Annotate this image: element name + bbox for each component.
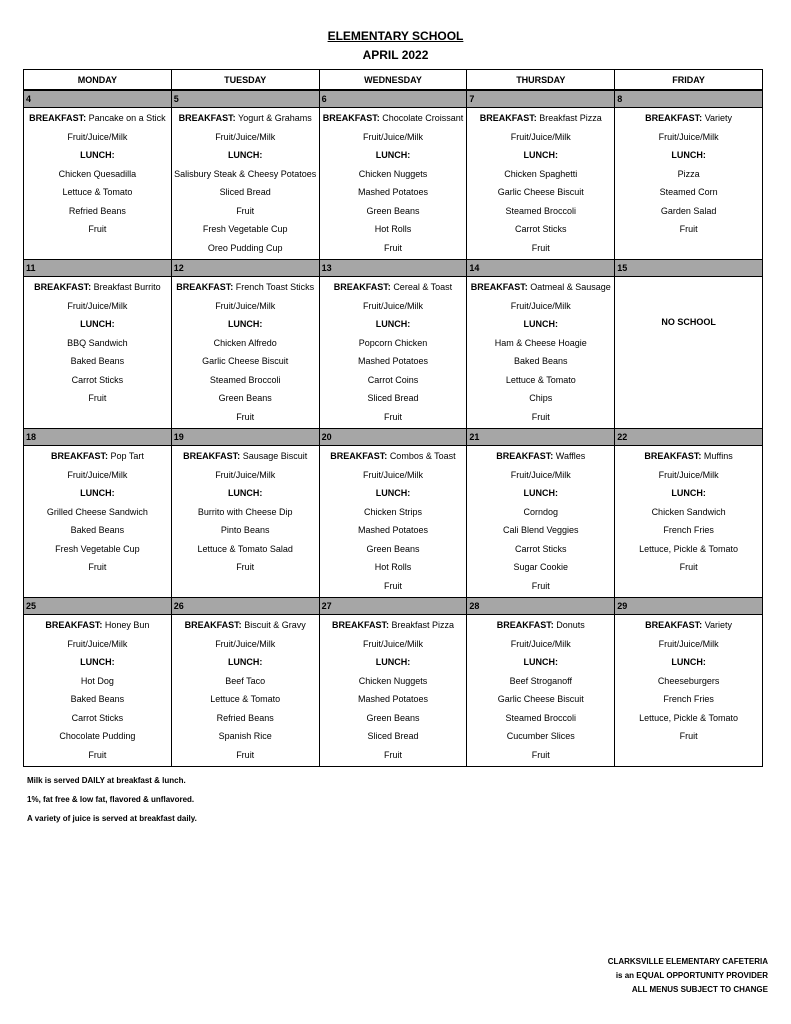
breakfast-label: BREAKFAST: bbox=[330, 451, 388, 461]
menu-item: Fruit bbox=[236, 411, 255, 422]
breakfast-label: BREAKFAST: bbox=[644, 451, 702, 461]
breakfast-item: Breakfast Pizza bbox=[391, 620, 455, 630]
weekday-header: WEDNESDAY bbox=[319, 70, 467, 91]
menu-item: Fruit bbox=[383, 411, 402, 422]
breakfast-item: Combos & Toast bbox=[389, 451, 456, 461]
date-row bbox=[24, 260, 763, 277]
breakfast-item: Biscuit & Gravy bbox=[244, 620, 306, 630]
menu-item: Hot Rolls bbox=[374, 562, 412, 572]
lunch-label: LUNCH: bbox=[375, 319, 411, 329]
day-menu-cell bbox=[24, 446, 172, 598]
day-menu-cell bbox=[24, 615, 172, 767]
menu-item: Cali Blend Veggies bbox=[503, 525, 579, 535]
weekday-header: FRIDAY bbox=[615, 70, 763, 91]
date-row bbox=[24, 598, 763, 615]
breakfast-line bbox=[320, 616, 467, 635]
menu-item: Chicken Nuggets bbox=[358, 168, 428, 179]
menu-item: Chips bbox=[529, 393, 553, 403]
weekday-header-row bbox=[24, 70, 763, 91]
menu-item: Popcorn Chicken bbox=[358, 337, 428, 348]
day-menu-cell bbox=[467, 615, 615, 767]
breakfast-label: BREAKFAST: bbox=[183, 451, 241, 461]
date-cell: 20 bbox=[319, 429, 467, 446]
breakfast-item: Donuts bbox=[556, 620, 585, 630]
weekday-header: TUESDAY bbox=[171, 70, 319, 91]
lunch-label: LUNCH: bbox=[80, 319, 115, 329]
menu-item: Hot Rolls bbox=[374, 224, 412, 234]
menu-item: BBQ Sandwich bbox=[67, 337, 128, 348]
breakfast-item: Yogurt & Grahams bbox=[238, 113, 312, 123]
menu-item: Fruit/Juice/Milk bbox=[510, 300, 571, 311]
breakfast-item: French Toast Sticks bbox=[235, 282, 315, 292]
lunch-label: LUNCH: bbox=[375, 150, 411, 160]
breakfast-line bbox=[467, 278, 614, 297]
menu-item: Fruit bbox=[88, 224, 107, 234]
date-cell: 29 bbox=[615, 598, 763, 615]
menu-item: Sliced Bread bbox=[367, 393, 419, 403]
breakfast-line bbox=[172, 616, 319, 635]
breakfast-line bbox=[467, 109, 614, 128]
breakfast-line bbox=[320, 109, 467, 128]
menu-item: Fruit/Juice/Milk bbox=[215, 638, 276, 649]
no-school-label: NO SCHOOL bbox=[661, 317, 716, 327]
breakfast-line bbox=[615, 616, 762, 635]
breakfast-item: Cereal & Toast bbox=[393, 282, 453, 292]
menu-item: Fresh Vegetable Cup bbox=[202, 224, 288, 234]
day-menu-cell bbox=[467, 108, 615, 260]
menu-item: Fruit bbox=[531, 580, 550, 591]
menu-item: Pizza bbox=[677, 168, 700, 179]
footer-line: is an EQUAL OPPORTUNITY PROVIDER bbox=[615, 971, 768, 980]
breakfast-line bbox=[172, 447, 319, 466]
breakfast-line bbox=[615, 109, 762, 128]
date-cell: 12 bbox=[171, 260, 319, 277]
footer-line: CLARKSVILLE ELEMENTARY CAFETERIA bbox=[607, 957, 768, 966]
menu-item: Garlic Cheese Biscuit bbox=[497, 187, 584, 197]
menu-item: Green Beans bbox=[366, 543, 420, 554]
menu-item: Chicken Alfredo bbox=[213, 337, 277, 348]
lunch-label: LUNCH: bbox=[80, 150, 115, 160]
date-cell: 25 bbox=[24, 598, 172, 615]
lunch-label: LUNCH: bbox=[227, 319, 263, 329]
menu-item: Beef Stroganoff bbox=[509, 675, 572, 686]
date-cell: 8 bbox=[615, 90, 763, 108]
menu-item: Lettuce, Pickle & Tomato bbox=[639, 712, 739, 723]
lunch-label: LUNCH: bbox=[671, 488, 706, 498]
menu-item: Fruit/Juice/Milk bbox=[362, 469, 423, 480]
day-menu-cell bbox=[24, 277, 172, 429]
menu-item: Spanish Rice bbox=[218, 731, 272, 741]
breakfast-line bbox=[24, 109, 171, 128]
menu-item: Ham & Cheese Hoagie bbox=[494, 337, 587, 348]
menu-item: Fruit bbox=[531, 242, 550, 253]
breakfast-line bbox=[467, 616, 614, 635]
menu-item: Fruit/Juice/Milk bbox=[362, 300, 423, 311]
menu-item: Baked Beans bbox=[70, 525, 125, 535]
breakfast-item: Pop Tart bbox=[110, 451, 144, 461]
date-cell: 6 bbox=[319, 90, 467, 108]
note-line: 1%, fat free & low fat, flavored & unflavored. bbox=[27, 795, 195, 804]
menu-item: Fruit/Juice/Milk bbox=[658, 131, 719, 142]
breakfast-label: BREAKFAST: bbox=[34, 282, 92, 292]
date-cell: 14 bbox=[467, 260, 615, 277]
lunch-label: LUNCH: bbox=[523, 657, 559, 667]
breakfast-line bbox=[615, 447, 762, 466]
lunch-label: LUNCH: bbox=[523, 488, 559, 498]
milk-notes bbox=[27, 775, 197, 832]
menu-item: Chocolate Pudding bbox=[59, 731, 136, 741]
menu-item: Fruit bbox=[531, 411, 550, 422]
footer-line: ALL MENUS SUBJECT TO CHANGE bbox=[631, 985, 768, 994]
breakfast-label: BREAKFAST: bbox=[333, 282, 391, 292]
date-cell: 11 bbox=[24, 260, 172, 277]
date-cell: 26 bbox=[171, 598, 319, 615]
menu-item: Green Beans bbox=[366, 712, 420, 723]
breakfast-line bbox=[467, 447, 614, 466]
menu-item: Fruit/Juice/Milk bbox=[510, 638, 571, 649]
menu-item: Chicken Sandwich bbox=[651, 506, 726, 517]
date-cell: 21 bbox=[467, 429, 615, 446]
lunch-label: LUNCH: bbox=[375, 657, 411, 667]
menu-item: Cucumber Slices bbox=[506, 731, 575, 741]
menu-item: Chicken Quesadilla bbox=[58, 168, 137, 179]
school-title: ELEMENTARY SCHOOL bbox=[327, 29, 464, 43]
menu-item: Fruit/Juice/Milk bbox=[215, 300, 276, 311]
menu-item: Chicken Spaghetti bbox=[504, 168, 578, 179]
day-menu-cell bbox=[171, 446, 319, 598]
breakfast-label: BREAKFAST: bbox=[29, 113, 87, 123]
menu-item: Fruit bbox=[679, 224, 698, 234]
menu-item: Mashed Potatoes bbox=[357, 525, 429, 535]
date-cell: 13 bbox=[319, 260, 467, 277]
menu-item: Lettuce & Tomato Salad bbox=[197, 543, 293, 554]
note-line: A variety of juice is served at breakfast daily. bbox=[27, 814, 197, 823]
menu-item: Green Beans bbox=[218, 393, 272, 403]
menu-item: Fruit/Juice/Milk bbox=[510, 469, 571, 480]
menu-item: Salisbury Steak & Cheesy Potatoes bbox=[174, 168, 317, 179]
breakfast-item: Breakfast Pizza bbox=[539, 113, 602, 123]
menu-item: Fruit/Juice/Milk bbox=[67, 638, 128, 649]
menu-item: French Fries bbox=[663, 694, 714, 704]
breakfast-label: BREAKFAST: bbox=[331, 620, 389, 630]
menu-item: Fresh Vegetable Cup bbox=[55, 543, 140, 554]
menu-item: Fruit bbox=[88, 562, 107, 572]
breakfast-label: BREAKFAST: bbox=[496, 451, 554, 461]
menu-item: Baked Beans bbox=[70, 694, 125, 704]
menu-item: Chicken Strips bbox=[363, 506, 422, 517]
menu-item: Mashed Potatoes bbox=[357, 356, 429, 366]
menu-item: Fruit bbox=[236, 562, 255, 572]
menu-item: Pinto Beans bbox=[220, 525, 270, 535]
menu-item: Fruit/Juice/Milk bbox=[67, 469, 128, 480]
menu-item: Fruit bbox=[88, 393, 107, 403]
menu-item: Carrot Sticks bbox=[515, 224, 567, 234]
menu-item: Steamed Broccoli bbox=[505, 712, 577, 723]
menu-item: Oreo Pudding Cup bbox=[207, 242, 283, 253]
menu-item: Mashed Potatoes bbox=[357, 187, 429, 197]
date-cell: 28 bbox=[467, 598, 615, 615]
date-cell: 18 bbox=[24, 429, 172, 446]
menu-item: Fruit/Juice/Milk bbox=[362, 131, 423, 142]
menu-item: Fruit bbox=[236, 749, 255, 760]
date-cell: 22 bbox=[615, 429, 763, 446]
menu-item: Corndog bbox=[523, 506, 559, 517]
breakfast-label: BREAKFAST: bbox=[470, 282, 528, 292]
menu-item: Fruit/Juice/Milk bbox=[215, 469, 276, 480]
day-menu-cell bbox=[615, 108, 763, 260]
menu-item: Baked Beans bbox=[70, 356, 125, 366]
menu-item: Garlic Cheese Biscuit bbox=[497, 694, 584, 704]
date-row bbox=[24, 90, 763, 108]
date-cell: 19 bbox=[171, 429, 319, 446]
menu-item: Hot Dog bbox=[80, 675, 114, 686]
breakfast-line bbox=[24, 616, 171, 635]
day-menu-cell bbox=[319, 446, 467, 598]
menu-item: Mashed Potatoes bbox=[357, 694, 429, 704]
weekday-header: THURSDAY bbox=[467, 70, 615, 91]
date-cell: 15 bbox=[615, 260, 763, 277]
lunch-label: LUNCH: bbox=[227, 657, 263, 667]
menu-item: Fruit bbox=[88, 749, 107, 760]
breakfast-item: Sausage Biscuit bbox=[242, 451, 308, 461]
date-cell: 7 bbox=[467, 90, 615, 108]
note-line: Milk is served DAILY at breakfast & lunch. bbox=[27, 776, 186, 785]
lunch-label: LUNCH: bbox=[375, 488, 411, 498]
menu-item: Carrot Sticks bbox=[71, 374, 124, 385]
menu-item: Garlic Cheese Biscuit bbox=[202, 356, 289, 366]
day-menu-cell bbox=[171, 615, 319, 767]
breakfast-label: BREAKFAST: bbox=[50, 451, 108, 461]
breakfast-item: Breakfast Burrito bbox=[93, 282, 161, 292]
day-menu-cell bbox=[615, 446, 763, 598]
menu-item: Fruit/Juice/Milk bbox=[215, 131, 276, 142]
menu-item: Steamed Corn bbox=[659, 187, 718, 197]
menu-item: Sliced Bread bbox=[367, 731, 419, 741]
menu-item: Carrot Coins bbox=[367, 374, 419, 385]
lunch-label: LUNCH: bbox=[80, 657, 115, 667]
menu-row bbox=[24, 108, 763, 260]
menu-item: Chicken Nuggets bbox=[358, 675, 428, 686]
breakfast-label: BREAKFAST: bbox=[184, 620, 242, 630]
breakfast-item: Chocolate Croissant bbox=[382, 113, 464, 123]
date-row bbox=[24, 429, 763, 446]
breakfast-label: BREAKFAST: bbox=[645, 113, 703, 123]
breakfast-label: BREAKFAST: bbox=[45, 620, 103, 630]
cafeteria-footer bbox=[608, 955, 768, 997]
menu-item: Fruit bbox=[383, 580, 402, 591]
date-cell: 4 bbox=[24, 90, 172, 108]
menu-item: Steamed Broccoli bbox=[209, 374, 281, 385]
menu-row bbox=[24, 446, 763, 598]
menu-item: Fruit/Juice/Milk bbox=[510, 131, 571, 142]
menu-item: Fruit/Juice/Milk bbox=[658, 638, 719, 649]
menu-item: Carrot Sticks bbox=[515, 543, 567, 554]
day-menu-cell bbox=[171, 277, 319, 429]
menu-item: Green Beans bbox=[366, 205, 420, 216]
lunch-label: LUNCH: bbox=[80, 488, 115, 498]
menu-item: Fruit bbox=[383, 242, 402, 253]
menu-item: Lettuce, Pickle & Tomato bbox=[639, 543, 739, 554]
day-menu-cell bbox=[319, 108, 467, 260]
menu-item: Carrot Sticks bbox=[71, 712, 124, 723]
day-menu-cell bbox=[467, 446, 615, 598]
menu-row bbox=[24, 615, 763, 767]
lunch-label: LUNCH: bbox=[523, 150, 559, 160]
day-menu-cell bbox=[319, 615, 467, 767]
menu-item: Fruit/Juice/Milk bbox=[67, 131, 128, 142]
weekday-header: MONDAY bbox=[24, 70, 172, 91]
breakfast-label: BREAKFAST: bbox=[479, 113, 537, 123]
menu-item: Fruit bbox=[679, 562, 698, 572]
lunch-label: LUNCH: bbox=[523, 319, 559, 329]
menu-item: Fruit/Juice/Milk bbox=[67, 300, 128, 311]
breakfast-item: Pancake on a Stick bbox=[88, 113, 166, 123]
breakfast-item: Variety bbox=[704, 620, 733, 630]
menu-item: Beef Taco bbox=[225, 675, 266, 686]
menu-item: Fruit bbox=[679, 731, 698, 741]
menu-item: Fruit bbox=[531, 749, 550, 760]
menu-item: Cheeseburgers bbox=[657, 675, 720, 686]
menu-item: Refried Beans bbox=[216, 712, 274, 723]
day-menu-cell bbox=[467, 277, 615, 429]
breakfast-line bbox=[320, 447, 467, 466]
day-menu-cell bbox=[24, 108, 172, 260]
breakfast-item: Muffins bbox=[703, 451, 733, 461]
menu-item: Baked Beans bbox=[514, 356, 568, 366]
menu-item: Fruit/Juice/Milk bbox=[362, 638, 423, 649]
menu-item: Lettuce & Tomato bbox=[505, 374, 576, 385]
menu-item: French Fries bbox=[663, 525, 714, 535]
breakfast-label: BREAKFAST: bbox=[322, 113, 380, 123]
date-cell: 5 bbox=[171, 90, 319, 108]
menu-body bbox=[24, 90, 763, 767]
menu-item: Refried Beans bbox=[68, 205, 126, 216]
menu-item: Sliced Bread bbox=[219, 187, 271, 197]
menu-calendar bbox=[23, 69, 763, 767]
breakfast-line bbox=[24, 278, 171, 297]
menu-item: Steamed Broccoli bbox=[505, 205, 577, 216]
breakfast-line bbox=[172, 278, 319, 297]
day-menu-cell bbox=[171, 108, 319, 260]
breakfast-label: BREAKFAST: bbox=[178, 113, 236, 123]
breakfast-item: Honey Bun bbox=[104, 620, 150, 630]
menu-item: Grilled Cheese Sandwich bbox=[46, 506, 148, 517]
menu-item: Lettuce & Tomato bbox=[210, 694, 281, 704]
day-menu-cell bbox=[615, 277, 763, 429]
menu-row bbox=[24, 277, 763, 429]
menu-month: APRIL 2022 bbox=[362, 48, 429, 62]
breakfast-label: BREAKFAST: bbox=[176, 282, 234, 292]
breakfast-item: Waffles bbox=[555, 451, 586, 461]
menu-item: Burrito with Cheese Dip bbox=[197, 506, 293, 517]
breakfast-line bbox=[24, 447, 171, 466]
day-menu-cell bbox=[319, 277, 467, 429]
lunch-label: LUNCH: bbox=[671, 657, 706, 667]
menu-item: Fruit bbox=[236, 205, 255, 216]
breakfast-item: Variety bbox=[704, 113, 733, 123]
lunch-label: LUNCH: bbox=[227, 488, 263, 498]
breakfast-label: BREAKFAST: bbox=[645, 620, 703, 630]
lunch-label: LUNCH: bbox=[227, 150, 263, 160]
menu-item: Sugar Cookie bbox=[513, 562, 569, 572]
breakfast-item: Oatmeal & Sausage bbox=[530, 282, 611, 292]
breakfast-label: BREAKFAST: bbox=[496, 620, 554, 630]
day-menu-cell bbox=[615, 615, 763, 767]
menu-item: Fruit/Juice/Milk bbox=[658, 469, 719, 480]
menu-item: Garden Salad bbox=[660, 205, 717, 216]
breakfast-line bbox=[172, 109, 319, 128]
menu-item: Lettuce & Tomato bbox=[62, 187, 133, 197]
date-cell: 27 bbox=[319, 598, 467, 615]
menu-item: Fruit bbox=[383, 749, 402, 760]
lunch-label: LUNCH: bbox=[671, 150, 706, 160]
breakfast-line bbox=[320, 278, 467, 297]
